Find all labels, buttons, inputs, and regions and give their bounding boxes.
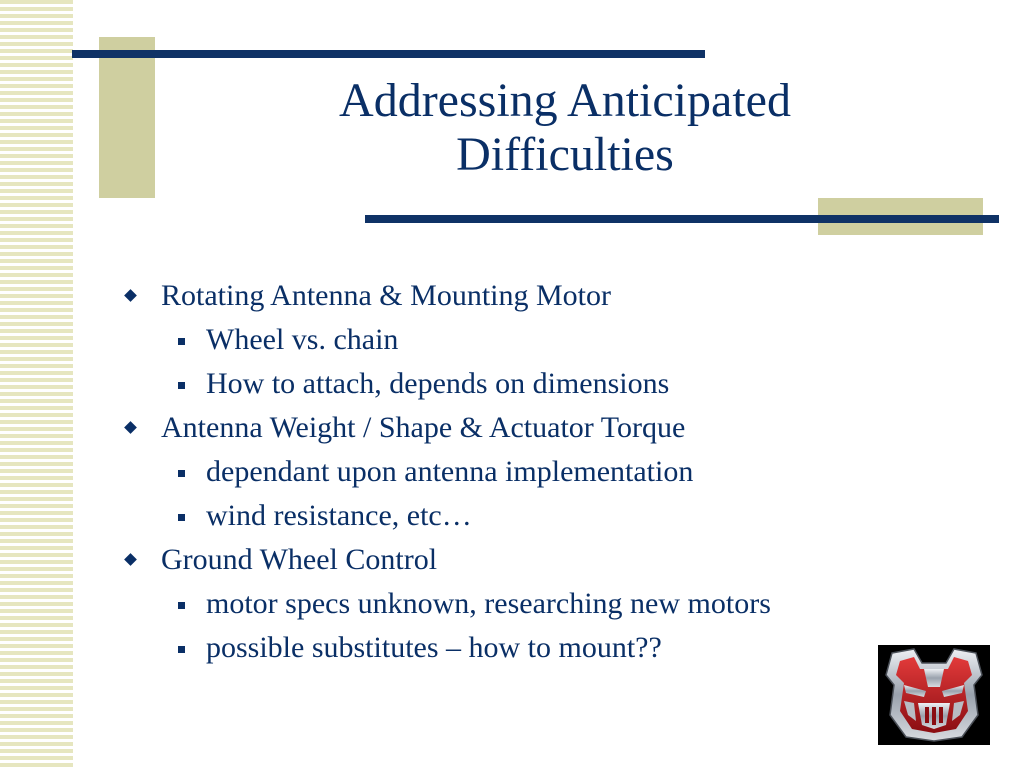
sub-bullet-text: Wheel vs. chain — [206, 323, 399, 356]
bullet-text: Antenna Weight / Shape & Actuator Torque — [161, 411, 686, 444]
sub-bullet-item — [120, 582, 940, 626]
autobot-insignia-icon — [878, 645, 990, 745]
sub-bullet-text: wind resistance, etc… — [206, 499, 472, 532]
bullet-text: Rotating Antenna & Mounting Motor — [161, 279, 611, 312]
diamond-bullet-icon — [124, 289, 137, 302]
bullet-item — [120, 274, 940, 318]
accent-block-top — [99, 37, 155, 198]
sub-bullet-item — [120, 362, 940, 406]
bullet-text: Ground Wheel Control — [161, 543, 438, 576]
square-bullet-icon — [178, 514, 185, 521]
sub-bullet-text: motor specs unknown, researching new motors — [206, 587, 771, 620]
square-bullet-icon — [178, 382, 185, 389]
slide-title — [245, 74, 885, 182]
striped-side-band — [0, 0, 73, 768]
title-rule-top — [72, 50, 705, 58]
square-bullet-icon — [178, 602, 185, 609]
square-bullet-icon — [178, 338, 185, 345]
title-line-2: Difficulties — [456, 128, 674, 181]
sub-bullet-text: How to attach, depends on dimensions — [206, 367, 670, 400]
diamond-bullet-icon — [124, 421, 137, 434]
sub-bullet-item — [120, 494, 940, 538]
title-rule-bottom — [365, 215, 999, 223]
title-line-1: Addressing Anticipated — [339, 74, 791, 127]
square-bullet-icon — [178, 646, 185, 653]
bullet-item — [120, 406, 940, 450]
autobot-insignia-graphic — [878, 645, 990, 745]
sub-bullet-item — [120, 318, 940, 362]
square-bullet-icon — [178, 470, 185, 477]
diamond-bullet-icon — [124, 553, 137, 566]
bullet-list — [120, 274, 940, 670]
bullet-item — [120, 538, 940, 582]
sub-bullet-text: possible substitutes – how to mount?? — [206, 631, 662, 664]
sub-bullet-text: dependant upon antenna implementation — [206, 455, 694, 488]
sub-bullet-item — [120, 626, 940, 670]
sub-bullet-item — [120, 450, 940, 494]
